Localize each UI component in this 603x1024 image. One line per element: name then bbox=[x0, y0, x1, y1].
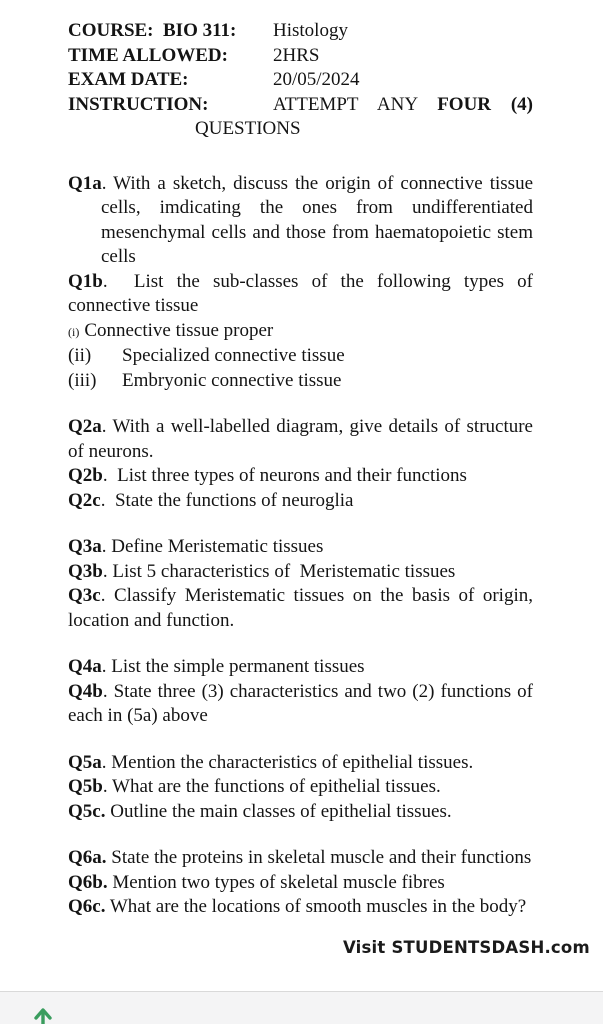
header-row-time-allowed bbox=[68, 44, 533, 69]
question-q5b-text: . What are the functions of epithelial tissues. bbox=[102, 776, 441, 797]
list-number-iii: (iii) bbox=[68, 369, 97, 391]
instruction-label: INSTRUCTION: bbox=[68, 93, 209, 115]
section-q3 bbox=[68, 535, 533, 633]
question-q2b-number: Q2b bbox=[68, 465, 103, 486]
question-q6a-text: State the proteins in skeletal muscle and their functions bbox=[106, 847, 532, 868]
question-q3a-text: . Define Meristematic tissues bbox=[101, 536, 324, 557]
exam-date-value: 20/05/2024 bbox=[273, 69, 360, 90]
instruction-value-bold: FOUR (4) bbox=[437, 93, 533, 115]
question-q3a-number: Q3a bbox=[68, 536, 102, 557]
q1b-list-item-iii bbox=[68, 369, 533, 394]
question-q5a bbox=[68, 751, 533, 776]
question-q4a-text: . List the simple permanent tissues bbox=[101, 656, 365, 677]
question-q4b bbox=[68, 680, 533, 729]
bottom-toolbar bbox=[0, 991, 603, 1024]
question-q1a-number: Q1a bbox=[68, 172, 102, 194]
question-q6c-text: What are the locations of smooth muscles in the body? bbox=[105, 896, 527, 917]
watermark: Visit STUDENTSDASH.com bbox=[343, 938, 590, 957]
question-q6a-number: Q6a. bbox=[68, 847, 107, 868]
exam-date-label: EXAM DATE: bbox=[68, 69, 189, 90]
question-q2a-number: Q2a bbox=[68, 416, 102, 437]
question-q4b-number: Q4b bbox=[68, 680, 103, 702]
question-q1b-text: . List the sub-classes of the following types of connective tissue bbox=[68, 270, 533, 316]
question-q6c bbox=[68, 895, 533, 920]
question-q1a bbox=[68, 172, 533, 270]
q1b-list-item-i bbox=[68, 319, 533, 345]
section-q4 bbox=[68, 655, 533, 729]
question-q2c bbox=[68, 489, 533, 514]
question-q4a-number: Q4a bbox=[68, 656, 102, 677]
question-q6b-number: Q6b. bbox=[68, 871, 108, 893]
list-number-i: (i) bbox=[68, 324, 80, 339]
question-q4a bbox=[68, 655, 533, 680]
question-q5a-number: Q5a bbox=[68, 751, 102, 773]
list-text-iii: Embryonic connective tissue bbox=[122, 369, 342, 391]
question-q1a-text: . With a sketch, discuss the origin of connective tissue cells, imdicating the ones from undifferentiated mesenchymal cells and those from haematopoietic stem cells bbox=[101, 172, 533, 267]
question-q4b-text: . State three (3) characteristics and two (2) functions of each in (5a) above bbox=[68, 680, 533, 726]
exam-header bbox=[68, 19, 533, 142]
question-q5a-text: . Mention the characteristics of epithelial tissues. bbox=[101, 751, 474, 773]
question-q5c-text: Outline the main classes of epithelial tissues. bbox=[105, 800, 452, 822]
list-text-i: Connective tissue proper bbox=[84, 319, 274, 341]
header-row-course bbox=[68, 19, 533, 44]
question-q3b bbox=[68, 560, 533, 585]
question-q6b-text: Mention two types of skeletal muscle fibres bbox=[107, 871, 445, 893]
header-row-instruction bbox=[68, 93, 533, 118]
question-q2b-text: . List three types of neurons and their functions bbox=[102, 465, 467, 486]
course-label: COURSE: BIO 311: bbox=[68, 20, 237, 41]
list-text-ii: Specialized connective tissue bbox=[122, 345, 345, 366]
time-allowed-value: 2HRS bbox=[273, 44, 320, 66]
question-q3b-text: . List 5 characteristics of Meristematic tissues bbox=[102, 560, 456, 582]
question-q2a-text: . With a well-labelled diagram, give details of structure of neurons. bbox=[68, 416, 533, 462]
question-q6a bbox=[68, 846, 533, 871]
header-row-exam-date bbox=[68, 68, 533, 93]
question-q3c bbox=[68, 584, 533, 633]
question-q3c-number: Q3c bbox=[68, 585, 101, 606]
section-q6 bbox=[68, 846, 533, 920]
section-q1 bbox=[68, 172, 533, 394]
question-q5b bbox=[68, 775, 533, 800]
section-q2 bbox=[68, 415, 533, 513]
question-q6c-number: Q6c. bbox=[68, 896, 106, 917]
section-q5 bbox=[68, 751, 533, 825]
question-q5c-number: Q5c. bbox=[68, 800, 106, 822]
question-q5c bbox=[68, 800, 533, 825]
up-arrow-icon[interactable] bbox=[33, 1007, 53, 1024]
instruction-value-regular: ATTEMPT ANY bbox=[273, 93, 418, 115]
instruction-line2: QUESTIONS bbox=[195, 118, 301, 139]
question-q1b bbox=[68, 270, 533, 319]
list-number-ii: (ii) bbox=[68, 345, 92, 366]
question-q2c-number: Q2c bbox=[68, 489, 101, 511]
course-value: Histology bbox=[273, 20, 348, 41]
question-q3c-text: . Classify Meristematic tissues on the basis of origin, location and function. bbox=[68, 585, 533, 631]
question-q5b-number: Q5b bbox=[68, 776, 103, 797]
question-q2c-text: . State the functions of neuroglia bbox=[100, 489, 354, 511]
question-q3b-number: Q3b bbox=[68, 560, 103, 582]
instruction-value bbox=[273, 93, 533, 118]
question-q6b bbox=[68, 871, 533, 896]
question-q1b-number: Q1b bbox=[68, 270, 103, 292]
q1b-list-item-ii bbox=[68, 344, 533, 369]
time-allowed-label: TIME ALLOWED: bbox=[68, 44, 228, 66]
question-q3a bbox=[68, 535, 533, 560]
question-q2a bbox=[68, 415, 533, 464]
question-q2b bbox=[68, 464, 533, 489]
